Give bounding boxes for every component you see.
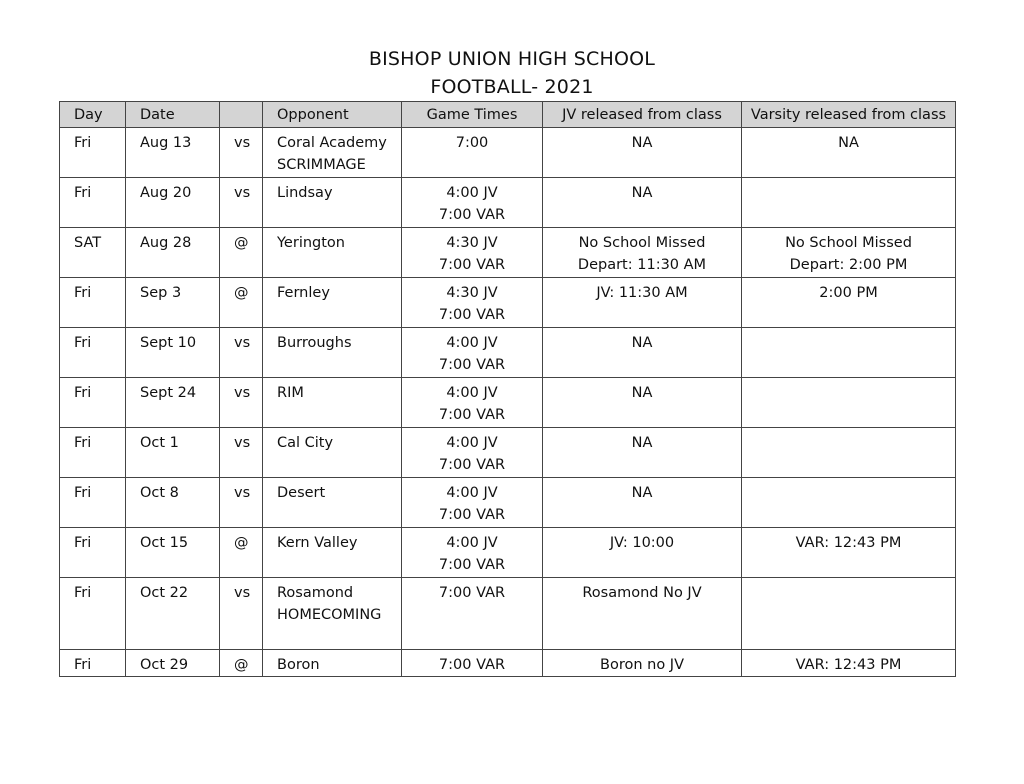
cell-date: Oct 1 bbox=[126, 428, 220, 478]
header-opponent: Opponent bbox=[263, 102, 402, 128]
cell-jv-release bbox=[543, 478, 742, 528]
cell-date: Aug 13 bbox=[126, 128, 220, 178]
cell-site: @ bbox=[220, 278, 263, 328]
cell-game-times bbox=[402, 278, 543, 328]
table-row bbox=[60, 278, 956, 328]
cell-jv-release-line: NA bbox=[631, 335, 653, 351]
cell-game-times-line: 7:00 bbox=[455, 135, 489, 151]
cell-game-times-line: 4:30 JV bbox=[446, 235, 498, 251]
cell-game-times-line: 7:00 VAR bbox=[438, 657, 506, 673]
cell-opponent-line: Boron bbox=[277, 657, 320, 673]
cell-opponent-line: Rosamond bbox=[277, 585, 354, 601]
cell-jv-release-line: NA bbox=[631, 135, 653, 151]
cell-varsity-release bbox=[742, 278, 956, 328]
cell-date: Aug 28 bbox=[126, 228, 220, 278]
cell-opponent-line: RIM bbox=[277, 385, 304, 401]
cell-jv-release-line: NA bbox=[631, 185, 653, 201]
cell-opponent-line: Yerington bbox=[277, 235, 345, 251]
cell-jv-release-line: NA bbox=[631, 385, 653, 401]
cell-site: vs bbox=[220, 478, 263, 528]
cell-jv-release bbox=[543, 528, 742, 578]
cell-day: SAT bbox=[60, 228, 126, 278]
cell-jv-release bbox=[543, 378, 742, 428]
cell-opponent-line: Cal City bbox=[277, 435, 334, 451]
cell-game-times bbox=[402, 428, 543, 478]
schedule-body bbox=[60, 128, 956, 677]
cell-game-times-line: 7:00 VAR bbox=[438, 257, 506, 273]
cell-varsity-release-line: 2:00 PM bbox=[819, 285, 878, 301]
cell-opponent bbox=[263, 328, 402, 378]
header-date: Date bbox=[126, 102, 220, 128]
table-row bbox=[60, 578, 956, 650]
cell-varsity-release bbox=[742, 228, 956, 278]
cell-opponent-line: Kern Valley bbox=[277, 535, 358, 551]
cell-game-times bbox=[402, 128, 543, 178]
cell-opponent bbox=[263, 650, 402, 677]
cell-jv-release-line: JV: 11:30 AM bbox=[596, 285, 688, 301]
cell-game-times bbox=[402, 578, 543, 650]
cell-game-times-line: 4:00 JV bbox=[446, 185, 498, 201]
cell-date: Oct 22 bbox=[126, 578, 220, 650]
table-row bbox=[60, 378, 956, 428]
cell-varsity-release bbox=[742, 650, 956, 677]
cell-opponent-line: Fernley bbox=[277, 285, 330, 301]
cell-opponent-line: Burroughs bbox=[277, 335, 352, 351]
table-row bbox=[60, 228, 956, 278]
cell-game-times-line: 7:00 VAR bbox=[438, 407, 506, 423]
cell-game-times-line: 4:00 JV bbox=[446, 335, 498, 351]
cell-jv-release bbox=[543, 128, 742, 178]
header-jv-release: JV released from class bbox=[543, 102, 742, 128]
table-row bbox=[60, 128, 956, 178]
school-name: BISHOP UNION HIGH SCHOOL bbox=[368, 48, 656, 70]
cell-date: Sept 10 bbox=[126, 328, 220, 378]
table-row bbox=[60, 478, 956, 528]
cell-site: vs bbox=[220, 578, 263, 650]
cell-day: Fri bbox=[60, 528, 126, 578]
cell-varsity-release-line: VAR: 12:43 PM bbox=[795, 657, 902, 673]
cell-jv-release bbox=[543, 178, 742, 228]
header-row bbox=[60, 102, 956, 128]
cell-game-times bbox=[402, 328, 543, 378]
cell-day: Fri bbox=[60, 428, 126, 478]
cell-game-times bbox=[402, 528, 543, 578]
cell-game-times bbox=[402, 650, 543, 677]
cell-game-times bbox=[402, 178, 543, 228]
cell-varsity-release-line: VAR: 12:43 PM bbox=[795, 535, 902, 551]
cell-site: vs bbox=[220, 428, 263, 478]
cell-game-times bbox=[402, 478, 543, 528]
cell-date: Aug 20 bbox=[126, 178, 220, 228]
header-day: Day bbox=[60, 102, 126, 128]
cell-game-times-line: 7:00 VAR bbox=[438, 557, 506, 573]
cell-opponent-line: Lindsay bbox=[277, 185, 333, 201]
document-title bbox=[0, 45, 1024, 101]
cell-day: Fri bbox=[60, 478, 126, 528]
cell-opponent-line: Desert bbox=[277, 485, 326, 501]
cell-site: vs bbox=[220, 128, 263, 178]
cell-opponent-line: Coral Academy bbox=[277, 135, 387, 151]
cell-jv-release bbox=[543, 228, 742, 278]
cell-opponent bbox=[263, 228, 402, 278]
cell-day: Fri bbox=[60, 178, 126, 228]
cell-site: @ bbox=[220, 528, 263, 578]
cell-site: @ bbox=[220, 228, 263, 278]
cell-opponent bbox=[263, 178, 402, 228]
cell-game-times-line: 4:00 JV bbox=[446, 385, 498, 401]
cell-game-times-line: 4:00 JV bbox=[446, 435, 498, 451]
cell-varsity-release bbox=[742, 128, 956, 178]
table-row bbox=[60, 428, 956, 478]
table-row bbox=[60, 528, 956, 578]
cell-opponent bbox=[263, 578, 402, 650]
cell-jv-release-line: NA bbox=[631, 435, 653, 451]
cell-jv-release bbox=[543, 328, 742, 378]
cell-site: vs bbox=[220, 178, 263, 228]
cell-date: Oct 8 bbox=[126, 478, 220, 528]
cell-game-times-line: 7:00 VAR bbox=[438, 307, 506, 323]
cell-game-times-line: 7:00 VAR bbox=[438, 585, 506, 601]
cell-game-times-line: 4:30 JV bbox=[446, 285, 498, 301]
cell-varsity-release bbox=[742, 428, 956, 478]
cell-varsity-release bbox=[742, 578, 956, 650]
cell-jv-release-line: Boron no JV bbox=[600, 657, 684, 673]
cell-jv-release bbox=[543, 578, 742, 650]
cell-jv-release bbox=[543, 278, 742, 328]
cell-jv-release-line: Depart: 11:30 AM bbox=[577, 257, 707, 273]
cell-jv-release-line: Rosamond No JV bbox=[582, 585, 702, 601]
cell-date: Oct 15 bbox=[126, 528, 220, 578]
cell-jv-release-line: JV: 10:00 bbox=[609, 535, 675, 551]
table-row bbox=[60, 650, 956, 677]
cell-day: Fri bbox=[60, 378, 126, 428]
cell-date: Sept 24 bbox=[126, 378, 220, 428]
cell-opponent bbox=[263, 128, 402, 178]
cell-varsity-release bbox=[742, 328, 956, 378]
cell-jv-release-line: NA bbox=[631, 485, 653, 501]
cell-game-times-line: 7:00 VAR bbox=[438, 357, 506, 373]
cell-game-times-line: 4:00 JV bbox=[446, 535, 498, 551]
header-site bbox=[220, 102, 263, 128]
cell-opponent-line: SCRIMMAGE bbox=[277, 157, 366, 173]
cell-day: Fri bbox=[60, 278, 126, 328]
cell-day: Fri bbox=[60, 128, 126, 178]
cell-varsity-release bbox=[742, 528, 956, 578]
table-row bbox=[60, 328, 956, 378]
cell-game-times-line: 7:00 VAR bbox=[438, 457, 506, 473]
cell-varsity-release-line: No School Missed bbox=[785, 235, 912, 251]
cell-site: @ bbox=[220, 650, 263, 677]
cell-varsity-release bbox=[742, 178, 956, 228]
header-varsity-release: Varsity released from class bbox=[742, 102, 956, 128]
cell-varsity-release-line: NA bbox=[838, 135, 859, 151]
cell-game-times-line: 4:00 JV bbox=[446, 485, 498, 501]
cell-site: vs bbox=[220, 328, 263, 378]
football-schedule-table bbox=[59, 101, 956, 677]
cell-opponent bbox=[263, 528, 402, 578]
cell-opponent bbox=[263, 378, 402, 428]
cell-varsity-release bbox=[742, 378, 956, 428]
cell-opponent bbox=[263, 278, 402, 328]
cell-site: vs bbox=[220, 378, 263, 428]
header-game-times: Game Times bbox=[402, 102, 543, 128]
cell-opponent bbox=[263, 478, 402, 528]
season-title: FOOTBALL- 2021 bbox=[430, 76, 594, 98]
cell-day: Fri bbox=[60, 328, 126, 378]
cell-game-times-line: 7:00 VAR bbox=[438, 507, 506, 523]
cell-game-times bbox=[402, 228, 543, 278]
cell-jv-release-line: No School Missed bbox=[578, 235, 706, 251]
cell-date: Oct 29 bbox=[126, 650, 220, 677]
cell-jv-release bbox=[543, 650, 742, 677]
cell-opponent-line: HOMECOMING bbox=[277, 607, 382, 623]
cell-varsity-release-line: Depart: 2:00 PM bbox=[789, 257, 908, 273]
cell-jv-release bbox=[543, 428, 742, 478]
cell-game-times-line: 7:00 VAR bbox=[438, 207, 506, 223]
cell-date: Sep 3 bbox=[126, 278, 220, 328]
cell-game-times bbox=[402, 378, 543, 428]
cell-varsity-release bbox=[742, 478, 956, 528]
cell-day: Fri bbox=[60, 650, 126, 677]
cell-day: Fri bbox=[60, 578, 126, 650]
cell-opponent bbox=[263, 428, 402, 478]
table-row bbox=[60, 178, 956, 228]
